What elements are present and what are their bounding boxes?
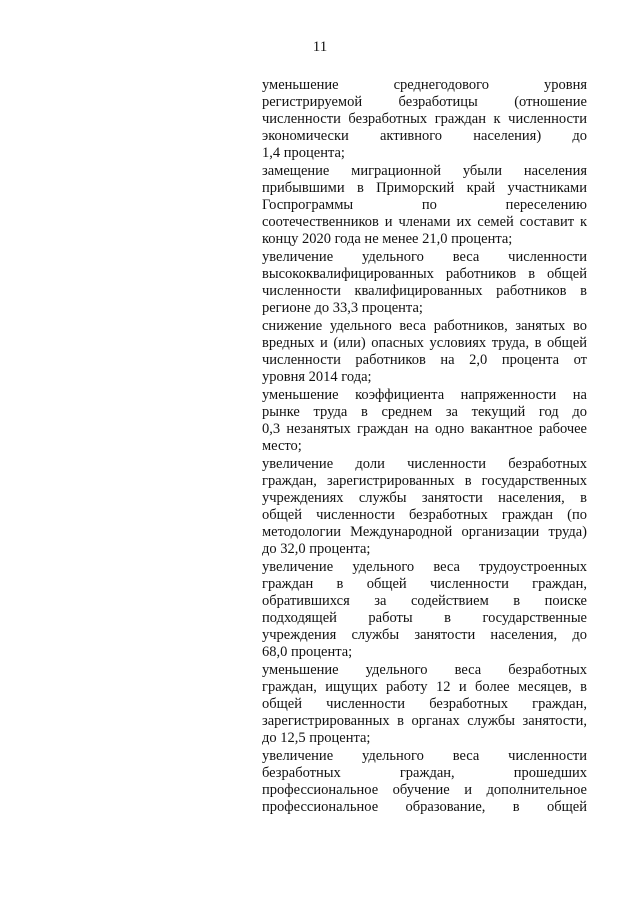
text-line: высококвалифицированных работников в общей	[262, 266, 587, 282]
text-line: регионе до 33,3 процента;	[262, 300, 423, 316]
text-line: увеличение удельного веса численности	[262, 249, 587, 265]
text-line: увеличение удельного веса трудоустроенных	[262, 559, 587, 575]
text-line: обратившихся за содействием в поиске	[262, 593, 587, 609]
text-line: общей численности безработных граждан (по	[262, 507, 587, 523]
text-line: до 12,5 процента;	[262, 730, 371, 746]
text-line: увеличение удельного веса численности	[262, 748, 587, 764]
text-line: до 32,0 процента;	[262, 541, 371, 557]
list-item	[262, 559, 587, 661]
text-line: увеличение доли численности безработных	[262, 456, 587, 472]
text-line: 0,3 незанятых граждан на одно вакантное рабочее	[262, 421, 587, 437]
text-line: граждан, ищущих работу 12 и более месяцев, в	[262, 679, 587, 695]
text-line: уменьшение коэффициента напряженности на	[262, 387, 587, 403]
list-item	[262, 662, 587, 747]
text-line: концу 2020 года не менее 21,0 процента;	[262, 231, 513, 247]
text-line: рынке труда в среднем за текущий год до	[262, 404, 587, 420]
text-line: подходящей работы в государственные	[262, 610, 587, 626]
text-line: учреждения службы занятости населения, до	[262, 627, 587, 643]
text-line: Госпрограммы по переселению	[262, 197, 587, 213]
list-item	[262, 456, 587, 558]
text-line: численности работников на 2,0 процента от	[262, 352, 587, 368]
list-item	[262, 249, 587, 317]
text-line: снижение удельного веса работников, занятых во	[262, 318, 587, 334]
list-item	[262, 318, 587, 386]
text-line: методологии Международной организации труда)	[262, 524, 587, 540]
text-line: место;	[262, 438, 302, 454]
text-line: профессиональное обучение и дополнительное	[262, 782, 587, 798]
text-line: уменьшение среднегодового уровня	[262, 77, 587, 93]
text-line: соотечественников и членами их семей составит к	[262, 214, 587, 230]
text-line: уменьшение удельного веса безработных	[262, 662, 587, 678]
list-item	[262, 748, 587, 816]
text-line: экономически активного населения) до	[262, 128, 587, 144]
text-line: учреждениях службы занятости населения, в	[262, 490, 587, 506]
text-line: регистрируемой безработицы (отношение	[262, 94, 587, 110]
text-line: граждан, зарегистрированных в государственных	[262, 473, 587, 489]
text-line: численности безработных граждан к численности	[262, 111, 587, 127]
page-number: 11	[312, 39, 328, 55]
list-item	[262, 77, 587, 162]
text-line: профессиональное образование, в общей	[262, 799, 587, 815]
list-item	[262, 163, 587, 248]
list-item	[262, 387, 587, 455]
text-line: граждан в общей численности граждан,	[262, 576, 587, 592]
text-line: прибывшими в Приморский край участниками	[262, 180, 587, 196]
text-line: 1,4 процента;	[262, 145, 345, 161]
text-line: вредных и (или) опасных условиях труда, в общей	[262, 335, 587, 351]
text-line: общей численности безработных граждан,	[262, 696, 587, 712]
text-line: уровня 2014 года;	[262, 369, 372, 385]
text-line: численности квалифицированных работников в	[262, 283, 587, 299]
text-line: безработных граждан, прошедших	[262, 765, 587, 781]
text-line: 68,0 процента;	[262, 644, 353, 660]
text-line: зарегистрированных в органах службы занятости,	[262, 713, 587, 729]
text-line: замещение миграционной убыли населения	[262, 163, 587, 179]
document-body	[262, 77, 587, 817]
